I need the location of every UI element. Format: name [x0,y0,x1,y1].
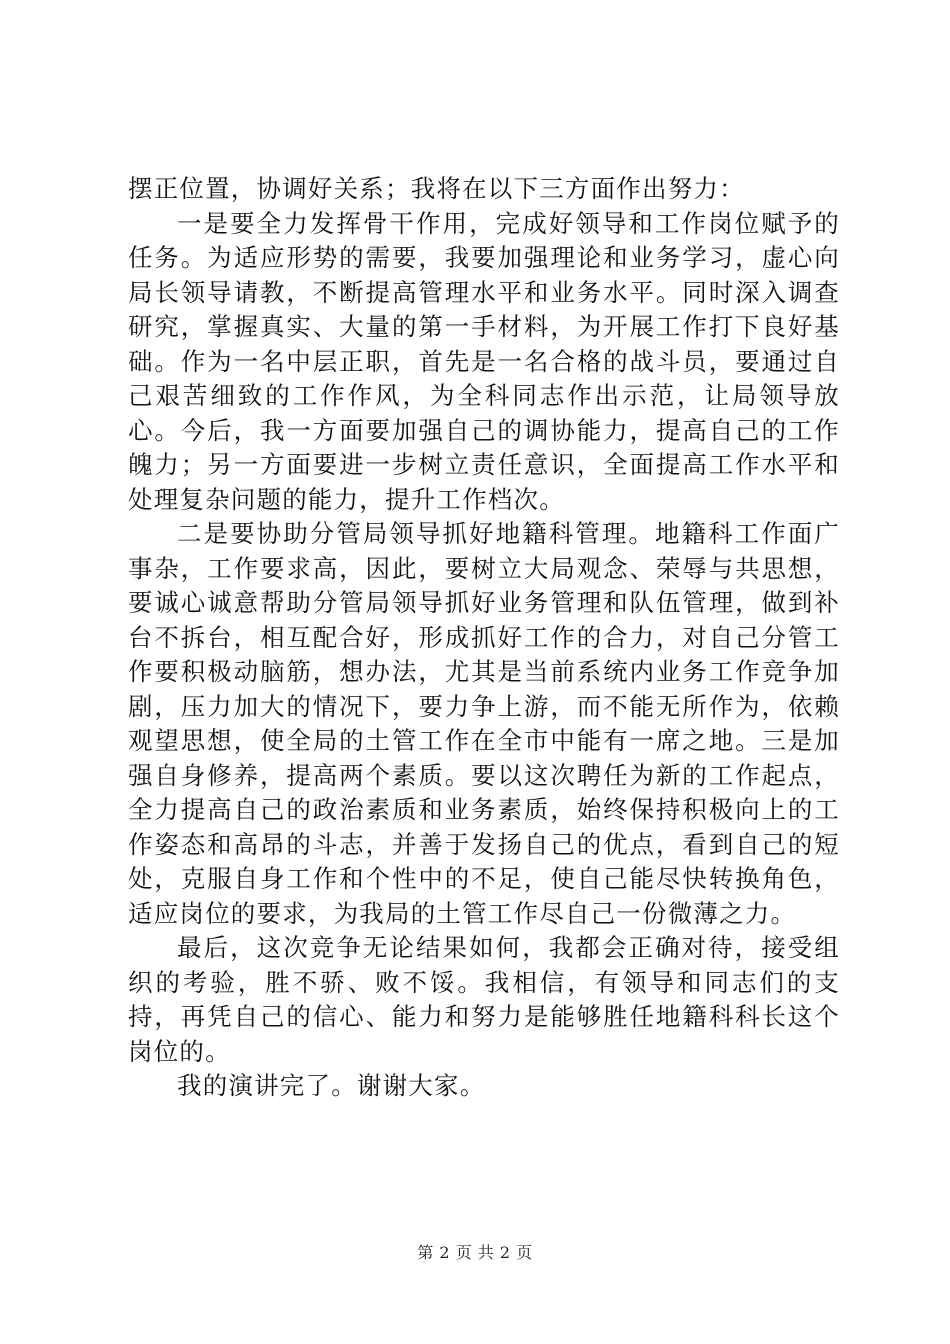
page-number-footer: 第 2 页 共 2 页 [417,1243,533,1262]
paragraph-point-one: 一是要全力发挥骨干作用，完成好领导和工作岗位赋予的任务。为适应形势的需要，我要加强理论和业务学习，虚心向局长领导请教，不断提高管理水平和业务水平。同时深入调查研究，掌握真实、大量的第一手材料，为开展工作打下良好基础。作为一名中层正职，首先是一名合格的战斗员，要通过自己艰苦细致的工作作风，为全科同志作出示范，让局领导放心。今后，我一方面要加强自己的调协能力，提高自己的工作魄力；另一方面要进一步树立责任意识，全面提高工作水平和处理复杂问题的能力，提升工作档次。 [128,208,840,514]
document-body [128,172,840,1104]
paragraph-continuation: 摆正位置，协调好关系；我将在以下三方面作出努力： [128,174,745,203]
paragraph-closing: 我的演讲完了。谢谢大家。 [177,1071,486,1100]
paragraph-conclusion: 最后，这次竞争无论结果如何，我都会正确对待，接受组织的考验，胜不骄、败不馁。我相信，有领导和同志们的支持，再凭自己的信心、能力和努力是能够胜任地籍科科长这个岗位的。 [128,933,840,1066]
paragraph-point-two-three: 二是要协助分管局领导抓好地籍科管理。地籍科工作面广事杂，工作要求高，因此，要树立大局观念、荣辱与共思想，要诚心诚意帮助分管局领导抓好业务管理和队伍管理，做到补台不拆台，相互配合好，形成抓好工作的合力，对自己分管工作要积极动脑筋，想办法，尤其是当前系统内业务工作竞争加剧，压力加大的情况下，要力争上游，而不能无所作为，依赖观望思想，使全局的土管工作在全市中能有一席之地。三是加强自身修养，提高两个素质。要以这次聘任为新的工作起点，全力提高自己的政治素质和业务素质，始终保持积极向上的工作姿态和高昂的斗志，并善于发扬自己的优点，看到自己的短处，克服自身工作和个性中的不足，使自己能尽快转换角色，适应岗位的要求，为我局的土管工作尽自己一份微薄之力。 [128,519,840,928]
